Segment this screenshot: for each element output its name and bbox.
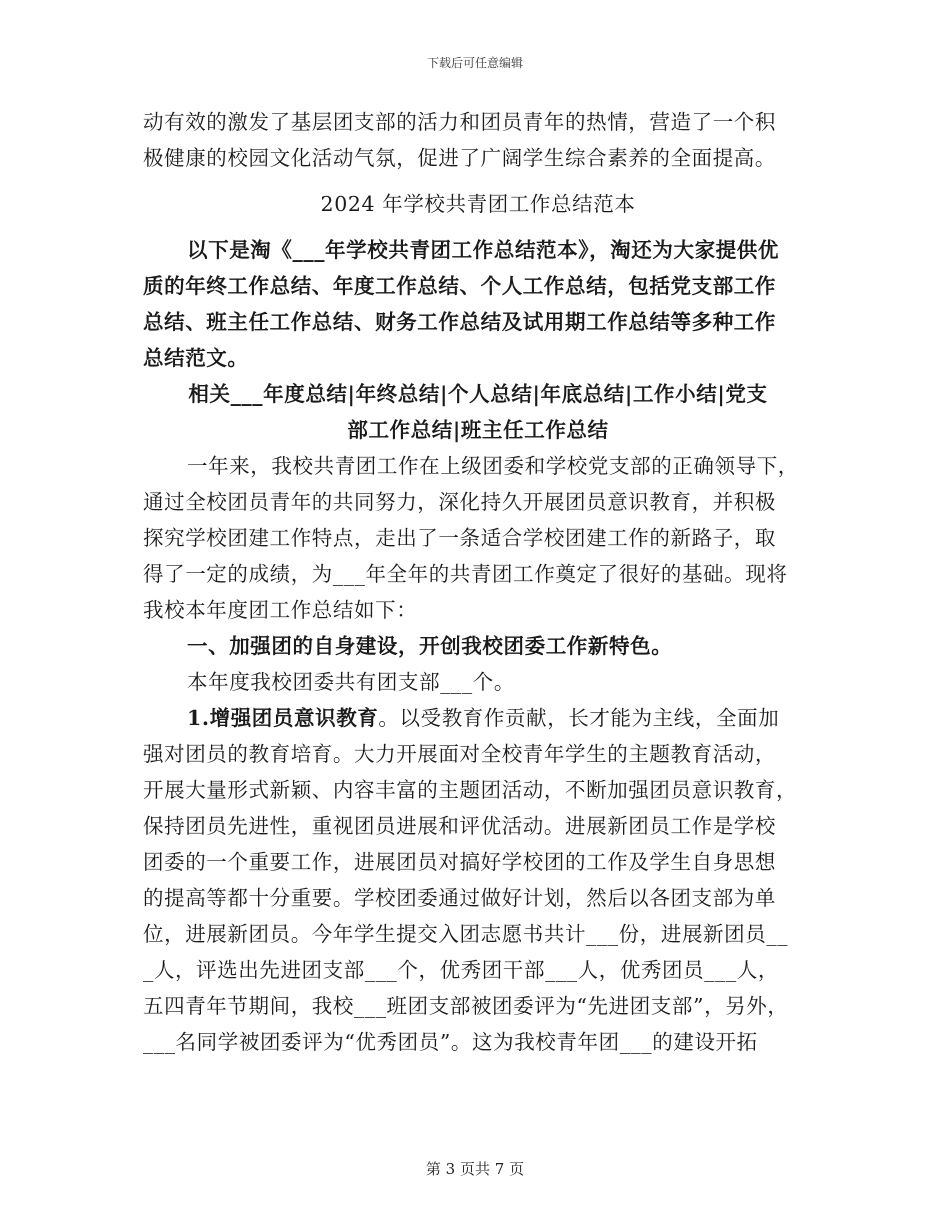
related-line-2: 部工作总结|班主任工作总结 [347, 418, 609, 442]
section1-intro: 本年度我校团委共有团支部___个。 [187, 670, 515, 694]
preface-line-4: 总结范文。 [143, 346, 249, 370]
item1-line-3: 保持团员先进性，重视团员进展和评优活动。进展新团员工作是学校 [143, 814, 776, 838]
body-line-3: 探究学校团建工作特点，走出了一条适合学校团建工作的新路子，取 [143, 526, 776, 550]
preface-line-2: 质的年终工作总结、年度工作总结、个人工作总结，包括党支部工作 [143, 274, 776, 298]
item1-line-7: _人，评选出先进团支部___个，优秀团干部___人，优秀团员___人， [143, 958, 779, 982]
body-line-4: 得了一定的成绩，为___年全年的共青团工作奠定了很好的基础。现将 [143, 562, 788, 586]
body-line-1: 一年来，我校共青团工作在上级团委和学校党支部的正确领导下， [187, 454, 799, 478]
intro-line-2: 极健康的校园文化活动气氛，促进了广阔学生综合素养的全面提高。 [143, 146, 776, 170]
item1-line-5: 的提高等都十分重要。学校团委通过做好计划，然后以各团支部为单 [143, 886, 776, 910]
item1-line-9: ___名同学被团委评为“优秀团员”。这为我校青年团___的建设开拓 [143, 1030, 758, 1054]
item1-first-line [143, 700, 813, 736]
document-title: 2024 年学校共青团工作总结范本 [320, 192, 636, 216]
item1-line-2: 开展大量形式新颖、内容丰富的主题团活动，不断加强团员意识教育， [143, 778, 798, 802]
item1-line-8: 五四青年节期间，我校___班团支部被团委评为“先进团支部”，另外， [143, 994, 789, 1018]
body-line-2: 通过全校团员青年的共同努力，深化持久开展团员意识教育，并积极 [143, 490, 776, 514]
document-body [143, 104, 813, 1060]
preface-line-1: 以下是淘《___年学校共青团工作总结范本》，淘还为大家提供优 [187, 238, 779, 262]
page-footer-number: 第 3 页共 7 页 [425, 1160, 525, 1178]
section1-heading: 一、加强团的自身建设，开创我校团委工作新特色。 [187, 634, 673, 658]
item1-line-1: 强对团员的教育培育。大力开展面对全校青年学生的主题教育活动， [143, 742, 776, 766]
preface-line-3: 总结、班主任工作总结、财务工作总结及试用期工作总结等多种工作 [143, 310, 776, 334]
page-header-note: 下载后可任意编辑 [426, 56, 523, 70]
item1-line-6: 位，进展新团员。今年学生提交入团志愿书共计___份，进展新团员__ [143, 922, 789, 946]
item1-heading: 1.增强团员意识教育 [187, 706, 379, 730]
item1-first-rest: 。以受教育作贡献，长才能为主线，全面加 [378, 706, 780, 730]
intro-line-1: 动有效的激发了基层团支部的活力和团员青年的热情，营造了一个积 [143, 110, 776, 134]
related-line-1: 相关___年度总结|年终总结|个人总结|年底总结|工作小结|党支 [188, 382, 768, 406]
item1-line-4: 团委的一个重要工作，进展团员对搞好学校团的工作及学生自身思想 [143, 850, 776, 874]
body-line-5: 我校本年度团工作总结如下： [143, 598, 418, 622]
